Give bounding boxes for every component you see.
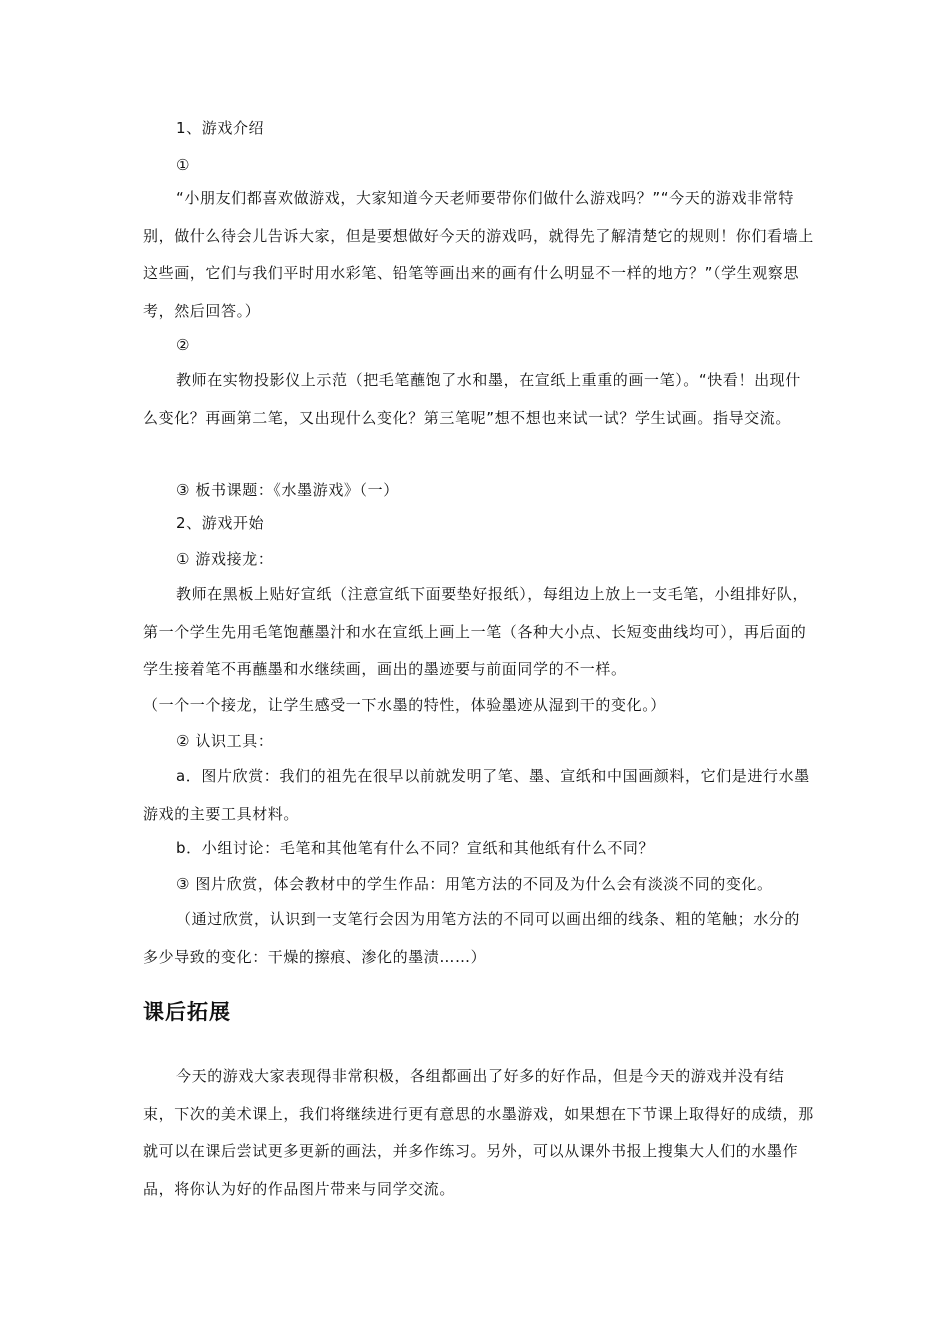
intro-paragraph: “小朋友们都喜欢做游戏，大家知道今天老师要带你们做什么游戏吗？”“今天的游戏非常特别，做什么待会儿告诉大家，但是要想做好今天的游戏吗，就得先了解清楚它的规则！你们看墙上这些画，它们与我们平时用水彩笔、铅笔等画出来的画有什么明显不一样的地方？”（学生观察思考，然后回答。） <box>143 189 814 320</box>
relay-note: （一个一个接龙，让学生感受一下水墨的特性，体验墨迹从湿到干的变化。） <box>143 696 666 714</box>
board-title-line: ③ 板书课题：《水墨游戏》（一） <box>176 481 399 499</box>
section-2-title: 2、游戏开始 <box>176 514 265 532</box>
game-relay-line: ① 游戏接龙： <box>176 550 274 568</box>
tools-title: ② 认识工具： <box>176 732 274 750</box>
section-1-title: 1、游戏介绍 <box>176 119 265 137</box>
demo-paragraph: 教师在实物投影仪上示范（把毛笔蘸饱了水和墨，在宣纸上重重的画一笔）。“快看！出现什么变化？再画第二笔，又出现什么变化？第三笔呢”想不想也来试一试？学生试画。指导交流。 <box>143 371 801 427</box>
extension-heading: 课后拓展 <box>143 1000 231 1024</box>
item-3-note: （通过欣赏，认识到一支笔行会因为用笔方法的不同可以画出细的线条、粗的笔触；水分的多少导致的变化：干燥的擦痕、渗化的墨渍……） <box>143 910 801 966</box>
item-3-line: ③ 图片欣赏，体会教材中的学生作品：用笔方法的不同及为什么会有淡淡不同的变化。 <box>176 875 773 893</box>
step-marker-1: ① <box>176 156 191 174</box>
item-a-paragraph: a．图片欣赏：我们的祖先在很早以前就发明了笔、墨、宣纸和中国画颜料，它们是进行水墨游戏的主要工具材料。 <box>143 767 810 823</box>
relay-paragraph: 教师在黑板上贴好宣纸（注意宣纸下面要垫好报纸），每组边上放上一支毛笔，小组排好队，第一个学生先用毛笔饱蘸墨汁和水在宣纸上画上一笔（各种大小点、长短变曲线均可），再后面的学生接着笔不再蘸墨和水继续画，画出的墨迹要与前面同学的不一样。 <box>143 585 809 678</box>
item-b-line: b．小组讨论：毛笔和其他笔有什么不同？宣纸和其他纸有什么不同？ <box>176 839 655 857</box>
step-marker-2: ② <box>176 336 191 354</box>
extension-paragraph: 今天的游戏大家表现得非常积极，各组都画出了好多的好作品，但是今天的游戏并没有结束，下次的美术课上，我们将继续进行更有意思的水墨游戏，如果想在下节课上取得好的成绩，那就可以在课后尝试更多更新的画法，并多作练习。另外，可以从课外书报上搜集大人们的水墨作品，将你认为好的作品图片带来与同学交流。 <box>143 1067 814 1198</box>
